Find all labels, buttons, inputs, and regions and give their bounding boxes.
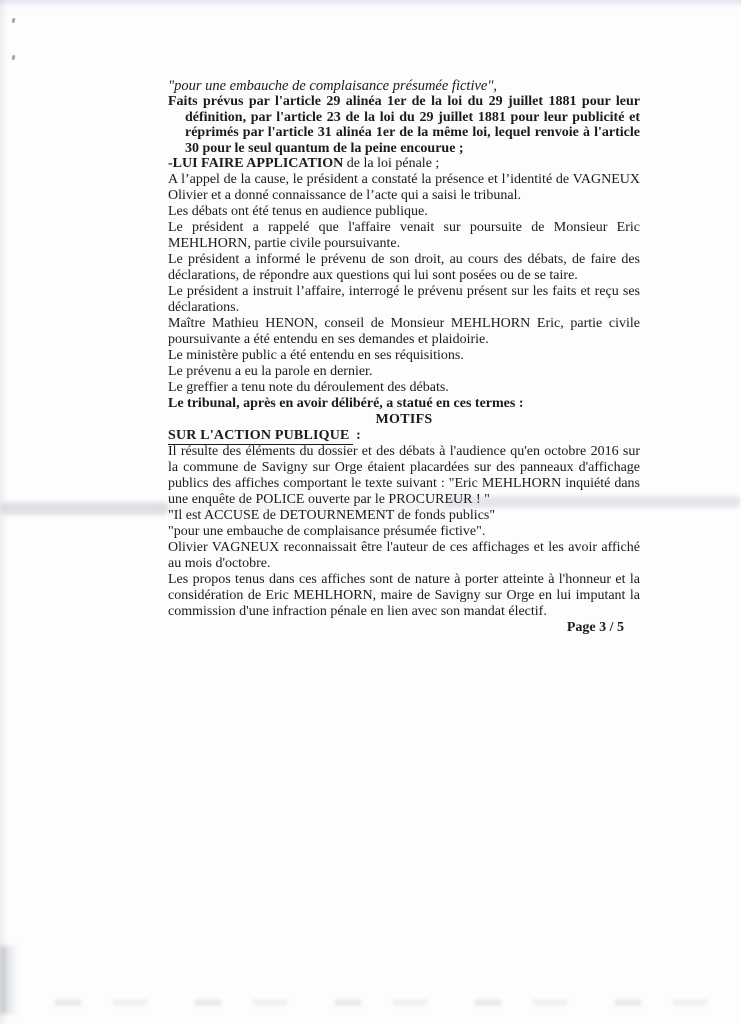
application-rest: de la loi pénale ; [343, 156, 440, 171]
hearing-paragraph: Le président a informé le prévenu de son droit, au cours des débats, de faire des déclarations, de répondre aux questions qui lui sont posées ou de se taire. [168, 252, 640, 283]
hearing-paragraph: Le ministère public a été entendu en ses réquisitions. [168, 348, 464, 363]
findings-paragraph: Il résulte des éléments du dossier et des débats à l'audience qu'en octobre 2016 sur la commune de Savigny sur Orge étaient placardées sur des panneaux d'affichage publics des affiches comportant le texte suivant : "Eric MEHLHORN inquiété dans une enquête de POLICE ouverte par le PROCUREUR ! " [168, 444, 640, 507]
deliberation-line: Le tribunal, après en avoir délibéré, a statué en ces termes : [168, 396, 524, 411]
hearing-paragraph: Maître Mathieu HENON, conseil de Monsieur MEHLHORN Eric, partie civile poursuivante a été entendu en ses demandes et plaidoirie. [168, 316, 640, 347]
hearing-paragraph: Le greffier a tenu note du déroulement des débats. [168, 380, 449, 395]
scan-smudge [0, 946, 18, 1014]
scan-smudge [55, 999, 741, 1006]
hearing-paragraph: Le président a rappelé que l'affaire venait sur poursuite de Monsieur Eric MEHLHORN, partie civile poursuivante. [168, 220, 640, 251]
hearing-paragraph: Le président a instruit l’affaire, interrogé le prévenu présent sur les faits et reçu ses déclarations. [168, 284, 640, 315]
application-lead: -LUI FAIRE APPLICATION [168, 156, 344, 171]
hearing-paragraph: Les débats ont été tenus en audience publique. [168, 204, 428, 219]
section-heading-action-publique [168, 428, 640, 444]
charges-paragraph: Faits prévus par l'article 29 alinéa 1er de la loi du 29 juillet 1881 pour leur définition, par l'article 23 de la loi du 29 juillet 1881 pour leur publicité et réprimés par l'article 31 alinéa 1er de la même loi, lequel renvoie à l'article 30 pour le seul quantum de la peine encourue ; [168, 94, 640, 156]
punch-mark [12, 18, 16, 24]
findings-paragraph: Olivier VAGNEUX reconnaissait être l'auteur de ces affichages et les avoir affiché au mois d'octobre. [168, 540, 640, 571]
section-heading-text: SUR L'ACTION PUBLIQUE [168, 428, 353, 445]
hearing-paragraph: Le prévenu a eu la parole en dernier. [168, 364, 373, 379]
findings-quote-line: "pour une embauche de complaisance présumée fictive". [168, 524, 486, 539]
section-heading-colon: : [352, 428, 361, 443]
findings-paragraph: Les propos tenus dans ces affiches sont de nature à porter atteinte à l'honneur et la considération de Eric MEHLHORN, maire de Savigny sur Orge en lui imputant la commission d'une infraction pénale en lien avec son mandat électif. [168, 572, 640, 619]
application-line [168, 156, 640, 172]
scan-streak [0, 502, 168, 515]
findings-quote-line: "Il est ACCUSE de DETOURNEMENT de fonds publics" [168, 508, 496, 523]
document-body [168, 78, 640, 636]
motifs-heading: MOTIFS [375, 412, 433, 427]
punch-mark [12, 55, 16, 61]
page-number: Page 3 / 5 [566, 620, 624, 635]
opening-quote-line: "pour une embauche de complaisance présumée fictive", [168, 78, 498, 94]
scan-top-band [0, 0, 741, 9]
hearing-paragraph: A l’appel de la cause, le président a constaté la présence et l’identité de VAGNEUX Olivier et a donné connaissance de l’acte qui a saisi le tribunal. [168, 172, 640, 203]
